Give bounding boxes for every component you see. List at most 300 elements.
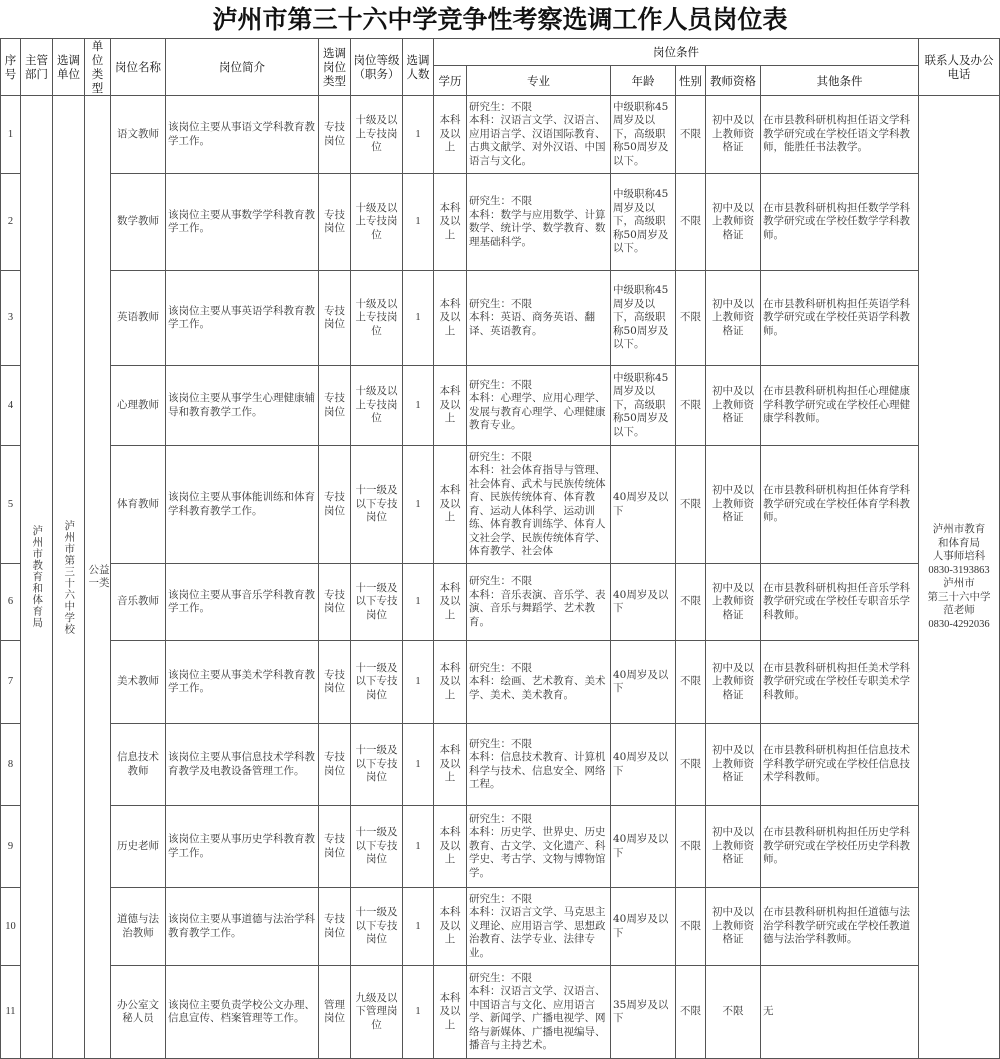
- count-cell: [403, 366, 434, 446]
- grade-cell: [351, 446, 403, 564]
- gender-cell-text: 不限: [680, 839, 701, 852]
- seq-cell-text: 9: [7, 840, 14, 852]
- seq-cell-text: 11: [5, 1006, 16, 1018]
- seq-cell: [1, 366, 21, 446]
- gender-cell-text: 不限: [680, 127, 701, 140]
- count-cell: [403, 888, 434, 966]
- intro-cell-text: 该岗位主要从事英语学科教育教学工作。: [168, 304, 315, 330]
- intro-cell-text: 该岗位主要从事语文学科教育教学工作。: [168, 121, 315, 147]
- major-cell-text: 研究生：不限 本科：历史学、世界史、历史教育、古文学、文化遗产、科学史、考古学、文物与博物馆学。: [469, 812, 606, 879]
- cert-cell-text: 初中及以上教师资格证: [712, 201, 754, 241]
- post-name-cell-text: 体育教师: [117, 497, 159, 510]
- header-seq: 序号: [1, 39, 21, 96]
- age-cell: [611, 724, 676, 806]
- post-type-cell-text: 专技岗位: [324, 588, 345, 614]
- header-contact: 联系人及办公电话: [919, 39, 1000, 96]
- count-cell: [403, 806, 434, 888]
- cert-cell-text: 不限: [722, 1005, 744, 1018]
- intro-cell: [166, 366, 319, 446]
- cert-cell-text: 初中及以上教师资格证: [712, 661, 754, 701]
- age-cell-text: 40周岁及以下: [613, 751, 669, 777]
- cert-cell-text: 初中及以上教师资格证: [712, 385, 754, 425]
- seq-cell: [1, 446, 21, 564]
- cert-cell: [706, 724, 761, 806]
- header-conditions: 岗位条件: [434, 39, 919, 66]
- table-row: [1, 366, 1000, 446]
- seq-cell: [1, 174, 21, 271]
- count-cell-text: 1: [415, 216, 421, 228]
- age-cell-text: 40周岁及以下: [613, 913, 669, 939]
- post-name-cell-text: 美术教师: [117, 675, 159, 688]
- age-cell-text: 中级职称45周岁及以下，高级职称50周岁及以下。: [613, 100, 669, 167]
- other-cell-text: 在市县教科研机构担任英语学科教学研究或在学校任英语学科教师。: [763, 297, 910, 337]
- intro-cell: [166, 564, 319, 641]
- count-cell-text: 1: [415, 399, 421, 411]
- seq-cell: [1, 806, 21, 888]
- edu-cell-text: 本科及以上: [439, 661, 461, 701]
- post-name-cell: [111, 271, 166, 366]
- other-cell: [761, 806, 919, 888]
- seq-cell-text: 10: [5, 920, 16, 932]
- grade-cell-text: 九级及以下管理岗位: [355, 991, 398, 1031]
- major-cell: [467, 966, 611, 1059]
- header-post-name: 岗位名称: [111, 39, 166, 96]
- post-type-cell: [319, 446, 351, 564]
- other-cell: [761, 174, 919, 271]
- age-cell: [611, 641, 676, 724]
- edu-cell-text: 本科及以上: [439, 991, 461, 1031]
- other-cell-text: 在市县教科研机构担任音乐学科教学研究或在学校任专职音乐学科教师。: [763, 581, 910, 621]
- table-row: [1, 271, 1000, 366]
- seq-cell-text: 7: [7, 676, 14, 688]
- post-type-cell-text: 专技岗位: [324, 833, 345, 859]
- grade-cell: [351, 271, 403, 366]
- edu-cell: [434, 446, 467, 564]
- major-cell-text: 研究生：不限 本科：音乐表演、音乐学、表演、音乐与舞蹈学、艺术教育。: [469, 575, 606, 628]
- post-type-cell: [319, 96, 351, 174]
- other-cell: [761, 724, 919, 806]
- grade-cell-text: 十级及以上专技岗位: [355, 114, 398, 154]
- dept-cell-text: 泸州市教育和体育局: [31, 525, 44, 629]
- grade-cell: [351, 966, 403, 1059]
- count-cell: [403, 724, 434, 806]
- count-cell-text: 1: [415, 920, 421, 932]
- post-type-cell: [319, 174, 351, 271]
- header-edu: 学历: [434, 66, 467, 96]
- header-age: 年龄: [611, 66, 676, 96]
- major-cell: [467, 641, 611, 724]
- count-cell-text: 1: [415, 128, 421, 140]
- contact-line: 0830-3193863: [928, 564, 990, 576]
- cert-cell-text: 初中及以上教师资格证: [712, 484, 754, 524]
- edu-cell: [434, 564, 467, 641]
- edu-cell-text: 本科及以上: [439, 385, 461, 425]
- age-cell: [611, 96, 676, 174]
- age-cell-text: 35周岁及以下: [613, 998, 669, 1024]
- count-cell: [403, 966, 434, 1059]
- count-cell: [403, 446, 434, 564]
- cert-cell: [706, 806, 761, 888]
- unit-cell: [53, 96, 85, 1059]
- intro-cell: [166, 641, 319, 724]
- grade-cell-text: 十一级及以下专技岗位: [355, 826, 398, 866]
- count-cell-text: 1: [415, 758, 421, 770]
- intro-cell-text: 该岗位主要从事学生心理健康辅导和教育教学工作。: [168, 392, 315, 418]
- seq-cell-text: 6: [7, 596, 14, 608]
- other-cell: [761, 966, 919, 1059]
- seq-cell-text: 2: [7, 216, 14, 228]
- intro-cell-text: 该岗位主要负责学校公文办理、信息宣传、档案管理等工作。: [168, 998, 315, 1024]
- contact-cell: [919, 96, 1000, 1059]
- table-row: [1, 806, 1000, 888]
- count-cell-text: 1: [415, 596, 421, 608]
- intro-cell: [166, 888, 319, 966]
- post-name-cell: [111, 724, 166, 806]
- post-type-cell-text: 专技岗位: [324, 491, 345, 517]
- seq-cell: [1, 271, 21, 366]
- age-cell: [611, 446, 676, 564]
- post-type-cell: [319, 966, 351, 1059]
- cert-cell-text: 初中及以上教师资格证: [712, 114, 754, 154]
- edu-cell: [434, 641, 467, 724]
- age-cell: [611, 366, 676, 446]
- table-row: [1, 966, 1000, 1059]
- post-type-cell-text: 专技岗位: [324, 208, 345, 234]
- edu-cell-text: 本科及以上: [439, 201, 461, 241]
- age-cell-text: 40周岁及以下: [613, 668, 669, 694]
- count-cell-text: 1: [415, 840, 421, 852]
- grade-cell: [351, 724, 403, 806]
- table-row: [1, 96, 1000, 174]
- other-cell-text: 在市县教科研机构担任语文学科教学研究或在学校任语文学科教师，能胜任书法教学。: [763, 114, 910, 154]
- header-dept: 主管部门: [21, 39, 53, 96]
- table-row: [1, 446, 1000, 564]
- count-cell: [403, 564, 434, 641]
- grade-cell-text: 十一级及以下专技岗位: [355, 581, 398, 621]
- grade-cell: [351, 806, 403, 888]
- other-cell: [761, 641, 919, 724]
- cert-cell: [706, 96, 761, 174]
- gender-cell-text: 不限: [680, 595, 701, 608]
- other-cell-text: 在市县教科研机构担任数学学科教学研究或在学校任数学学科教师。: [763, 201, 910, 241]
- cert-cell-text: 初中及以上教师资格证: [712, 297, 754, 337]
- age-cell: [611, 806, 676, 888]
- intro-cell: [166, 271, 319, 366]
- table-row: [1, 174, 1000, 271]
- other-cell-text: 在市县教科研机构担任心理健康学科教学研究或在学校任心理健康学科教师。: [763, 385, 910, 425]
- table-row: [1, 888, 1000, 966]
- grade-cell-text: 十一级及以下专技岗位: [355, 661, 398, 701]
- major-cell-text: 研究生：不限 本科：英语、商务英语、翻译、英语教育。: [469, 297, 595, 337]
- age-cell-text: 中级职称45周岁及以下，高级职称50周岁及以下。: [613, 188, 669, 255]
- post-name-cell: [111, 888, 166, 966]
- post-name-cell: [111, 641, 166, 724]
- intro-cell: [166, 174, 319, 271]
- seq-cell: [1, 888, 21, 966]
- gender-cell: [676, 366, 706, 446]
- edu-cell: [434, 366, 467, 446]
- post-name-cell-text: 道德与法治教师: [117, 913, 159, 939]
- other-cell-text: 在市县教科研机构担任历史学科教学研究或在学校任历史学科教师。: [763, 826, 910, 866]
- count-cell: [403, 96, 434, 174]
- gender-cell-text: 不限: [680, 919, 701, 932]
- post-name-cell: [111, 564, 166, 641]
- intro-cell: [166, 724, 319, 806]
- gender-cell: [676, 96, 706, 174]
- count-cell-text: 1: [415, 1006, 421, 1018]
- contact-line: 范老师: [943, 604, 975, 616]
- major-cell-text: 研究生：不限 本科：信息技术教育、计算机科学与技术、信息安全、网络工程。: [469, 737, 606, 790]
- edu-cell-text: 本科及以上: [439, 297, 461, 337]
- gender-cell: [676, 966, 706, 1059]
- edu-cell: [434, 888, 467, 966]
- age-cell: [611, 271, 676, 366]
- edu-cell: [434, 96, 467, 174]
- other-cell-text: 在市县教科研机构担任道德与法治学科教学研究或在学校任教道德与法治学科教师。: [763, 906, 910, 946]
- post-type-cell: [319, 641, 351, 724]
- count-cell: [403, 271, 434, 366]
- cert-cell-text: 初中及以上教师资格证: [712, 826, 754, 866]
- post-name-cell: [111, 446, 166, 564]
- major-cell: [467, 564, 611, 641]
- seq-cell: [1, 724, 21, 806]
- count-cell-text: 1: [415, 498, 421, 510]
- other-cell: [761, 564, 919, 641]
- post-type-cell-text: 管理岗位: [324, 998, 345, 1024]
- grade-cell: [351, 888, 403, 966]
- unit-cell-text: 泸州市第三十六中学校: [63, 519, 76, 635]
- gender-cell: [676, 174, 706, 271]
- post-type-cell-text: 专技岗位: [324, 751, 345, 777]
- header-gender: 性别: [676, 66, 706, 96]
- gender-cell: [676, 641, 706, 724]
- header-intro: 岗位简介: [166, 39, 319, 96]
- post-type-cell: [319, 888, 351, 966]
- post-name-cell: [111, 366, 166, 446]
- age-cell-text: 中级职称45周岁及以下，高级职称50周岁及以下。: [613, 284, 669, 351]
- major-cell: [467, 174, 611, 271]
- header-count: 选调人数: [403, 39, 434, 96]
- age-cell-text: 40周岁及以下: [613, 833, 669, 859]
- edu-cell-text: 本科及以上: [439, 744, 461, 784]
- cert-cell-text: 初中及以上教师资格证: [712, 906, 754, 946]
- intro-cell-text: 该岗位主要从事历史学科教育教学工作。: [168, 833, 315, 859]
- grade-cell-text: 十级及以上专技岗位: [355, 385, 398, 425]
- gender-cell-text: 不限: [680, 215, 701, 228]
- seq-cell-text: 4: [7, 399, 14, 411]
- post-type-cell: [319, 271, 351, 366]
- post-name-cell-text: 音乐教师: [117, 595, 159, 608]
- contact-line: 人事师培科: [932, 550, 986, 562]
- grade-cell-text: 十一级及以下专技岗位: [355, 906, 398, 946]
- age-cell: [611, 888, 676, 966]
- intro-cell: [166, 96, 319, 174]
- count-cell: [403, 641, 434, 724]
- intro-cell: [166, 446, 319, 564]
- table-row: [1, 564, 1000, 641]
- post-type-cell-text: 专技岗位: [324, 913, 345, 939]
- other-cell: [761, 271, 919, 366]
- cert-cell: [706, 446, 761, 564]
- other-cell-text: 在市县教科研机构担任体育学科教学研究或在学校任体育学科教师。: [763, 484, 910, 524]
- gender-cell: [676, 888, 706, 966]
- post-name-cell: [111, 966, 166, 1059]
- seq-cell: [1, 966, 21, 1059]
- gender-cell: [676, 724, 706, 806]
- major-cell-text: 研究生：不限 本科：数学与应用数学、计算数学、统计学、数学教育、数理基础科学。: [469, 195, 606, 248]
- gender-cell-text: 不限: [680, 1005, 701, 1018]
- seq-cell: [1, 96, 21, 174]
- cert-cell: [706, 966, 761, 1059]
- major-cell-text: 研究生：不限 本科：汉语言文学、马克思主义理论、应用语言学、思想政治教育、法学专业、法律专业。: [469, 892, 606, 959]
- major-cell-text: 研究生：不限 本科：心理学、应用心理学、发展与教育心理学、心理健康教育专业。: [469, 378, 606, 431]
- edu-cell-text: 本科及以上: [439, 826, 461, 866]
- positions-table: [0, 38, 1000, 1059]
- edu-cell: [434, 174, 467, 271]
- count-cell: [403, 174, 434, 271]
- cert-cell-text: 初中及以上教师资格证: [712, 744, 754, 784]
- cert-cell: [706, 174, 761, 271]
- major-cell: [467, 806, 611, 888]
- grade-cell-text: 十一级及以下专技岗位: [355, 744, 398, 784]
- cert-cell: [706, 564, 761, 641]
- post-type-cell: [319, 366, 351, 446]
- seq-cell-text: 3: [7, 312, 14, 324]
- post-name-cell-text: 历史老师: [117, 839, 159, 852]
- intro-cell-text: 该岗位主要从事音乐学科教育教学工作。: [168, 588, 315, 614]
- table-row: [1, 724, 1000, 806]
- contact-line: 泸州市: [943, 577, 975, 589]
- unit-type-cell: [85, 96, 111, 1059]
- age-cell-text: 中级职称45周岁及以下，高级职称50周岁及以下。: [613, 371, 669, 438]
- intro-cell: [166, 966, 319, 1059]
- post-name-cell-text: 心理教师: [117, 398, 159, 411]
- post-name-cell: [111, 174, 166, 271]
- grade-cell: [351, 174, 403, 271]
- table-body: [1, 96, 1000, 1059]
- gender-cell: [676, 564, 706, 641]
- edu-cell-text: 本科及以上: [439, 484, 461, 524]
- intro-cell: [166, 806, 319, 888]
- post-type-cell-text: 专技岗位: [324, 668, 345, 694]
- post-name-cell-text: 英语教师: [117, 311, 159, 324]
- post-type-cell-text: 专技岗位: [324, 121, 345, 147]
- contact-line: 0830-4292036: [928, 618, 990, 630]
- post-name-cell-text: 办公室文秘人员: [117, 998, 159, 1024]
- major-cell: [467, 446, 611, 564]
- major-cell-text: 研究生：不限 本科：社会体育指导与管理、社会体育、武术与民族传统体育、民族传统体育、体育教育、运动人体科学、运动训练、体育教育训练学、体育人文社会学、民族传统体育学、体育教学、社会体: [469, 450, 606, 557]
- post-type-cell: [319, 724, 351, 806]
- intro-cell-text: 该岗位主要从事体能训练和体育学科教育教学工作。: [168, 491, 315, 517]
- post-name-cell: [111, 96, 166, 174]
- age-cell: [611, 564, 676, 641]
- seq-cell: [1, 564, 21, 641]
- seq-cell-text: 5: [7, 498, 14, 510]
- post-name-cell: [111, 806, 166, 888]
- edu-cell: [434, 966, 467, 1059]
- seq-cell-text: 1: [7, 128, 14, 140]
- other-cell: [761, 446, 919, 564]
- count-cell-text: 1: [415, 676, 421, 688]
- cert-cell-text: 初中及以上教师资格证: [712, 581, 754, 621]
- major-cell: [467, 271, 611, 366]
- edu-cell-text: 本科及以上: [439, 906, 461, 946]
- other-cell: [761, 366, 919, 446]
- gender-cell-text: 不限: [680, 675, 701, 688]
- major-cell: [467, 724, 611, 806]
- edu-cell-text: 本科及以上: [439, 581, 461, 621]
- major-cell: [467, 96, 611, 174]
- header-grade: 岗位等级（职务）: [351, 39, 403, 96]
- table-row: [1, 641, 1000, 724]
- grade-cell-text: 十一级及以下专技岗位: [355, 484, 398, 524]
- post-type-cell-text: 专技岗位: [324, 392, 345, 418]
- header-unit: 选调单位: [53, 39, 85, 96]
- other-cell: [761, 888, 919, 966]
- age-cell: [611, 966, 676, 1059]
- intro-cell-text: 该岗位主要从事信息技术学科教育教学及电教设备管理工作。: [168, 751, 315, 777]
- gender-cell: [676, 271, 706, 366]
- cert-cell: [706, 641, 761, 724]
- seq-cell: [1, 641, 21, 724]
- unit-type-text: 公益一类: [88, 563, 110, 589]
- header-unit-type: 单位类型: [85, 39, 111, 96]
- grade-cell: [351, 564, 403, 641]
- edu-cell-text: 本科及以上: [439, 114, 461, 154]
- major-cell-text: 研究生：不限 本科：汉语言文学、汉语言、应用语言学、汉语国际教育、古典文献学、对外汉语、中国语言与文化。: [469, 100, 606, 167]
- gender-cell-text: 不限: [680, 497, 701, 510]
- header-post-type: 选调岗位类型: [319, 39, 351, 96]
- cert-cell: [706, 888, 761, 966]
- grade-cell-text: 十级及以上专技岗位: [355, 297, 398, 337]
- major-cell-text: 研究生：不限 本科：汉语言文学、汉语言、中国语言与文化、应用语言学、新闻学、广播电视学、网络与新媒体、广播电视编导、播音与主持艺术。: [469, 971, 606, 1051]
- major-cell-text: 研究生：不限 本科：绘画、艺术教育、美术学、美术、美术教育。: [469, 661, 606, 701]
- gender-cell: [676, 806, 706, 888]
- post-type-cell: [319, 806, 351, 888]
- grade-cell: [351, 641, 403, 724]
- post-type-cell: [319, 564, 351, 641]
- post-name-cell-text: 数学教师: [117, 215, 159, 228]
- dept-cell: [21, 96, 53, 1059]
- edu-cell: [434, 806, 467, 888]
- cert-cell: [706, 366, 761, 446]
- other-cell: [761, 96, 919, 174]
- header-cert: 教师资格: [706, 66, 761, 96]
- grade-cell: [351, 96, 403, 174]
- major-cell: [467, 366, 611, 446]
- count-cell-text: 1: [415, 312, 421, 324]
- age-cell-text: 40周岁及以下: [613, 491, 669, 517]
- header-other: 其他条件: [761, 66, 919, 96]
- seq-cell-text: 8: [7, 758, 14, 770]
- age-cell: [611, 174, 676, 271]
- edu-cell: [434, 724, 467, 806]
- other-cell-text: 在市县教科研机构担任信息技术学科教学研究或在学校任信息技术学科教师。: [763, 744, 910, 784]
- gender-cell-text: 不限: [680, 398, 701, 411]
- header-major: 专业: [467, 66, 611, 96]
- other-cell-text: 在市县教科研机构担任美术学科教学研究或在学校任专职美术学科教师。: [763, 661, 910, 701]
- gender-cell-text: 不限: [680, 311, 701, 324]
- edu-cell: [434, 271, 467, 366]
- intro-cell-text: 该岗位主要从事美术学科教育教学工作。: [168, 668, 315, 694]
- gender-cell: [676, 446, 706, 564]
- grade-cell: [351, 366, 403, 446]
- post-type-cell-text: 专技岗位: [324, 304, 345, 330]
- contact-line: 泸州市教育: [932, 523, 986, 535]
- major-cell: [467, 888, 611, 966]
- post-name-cell-text: 信息技术教师: [117, 751, 159, 777]
- contact-line: 和体育局: [938, 536, 980, 549]
